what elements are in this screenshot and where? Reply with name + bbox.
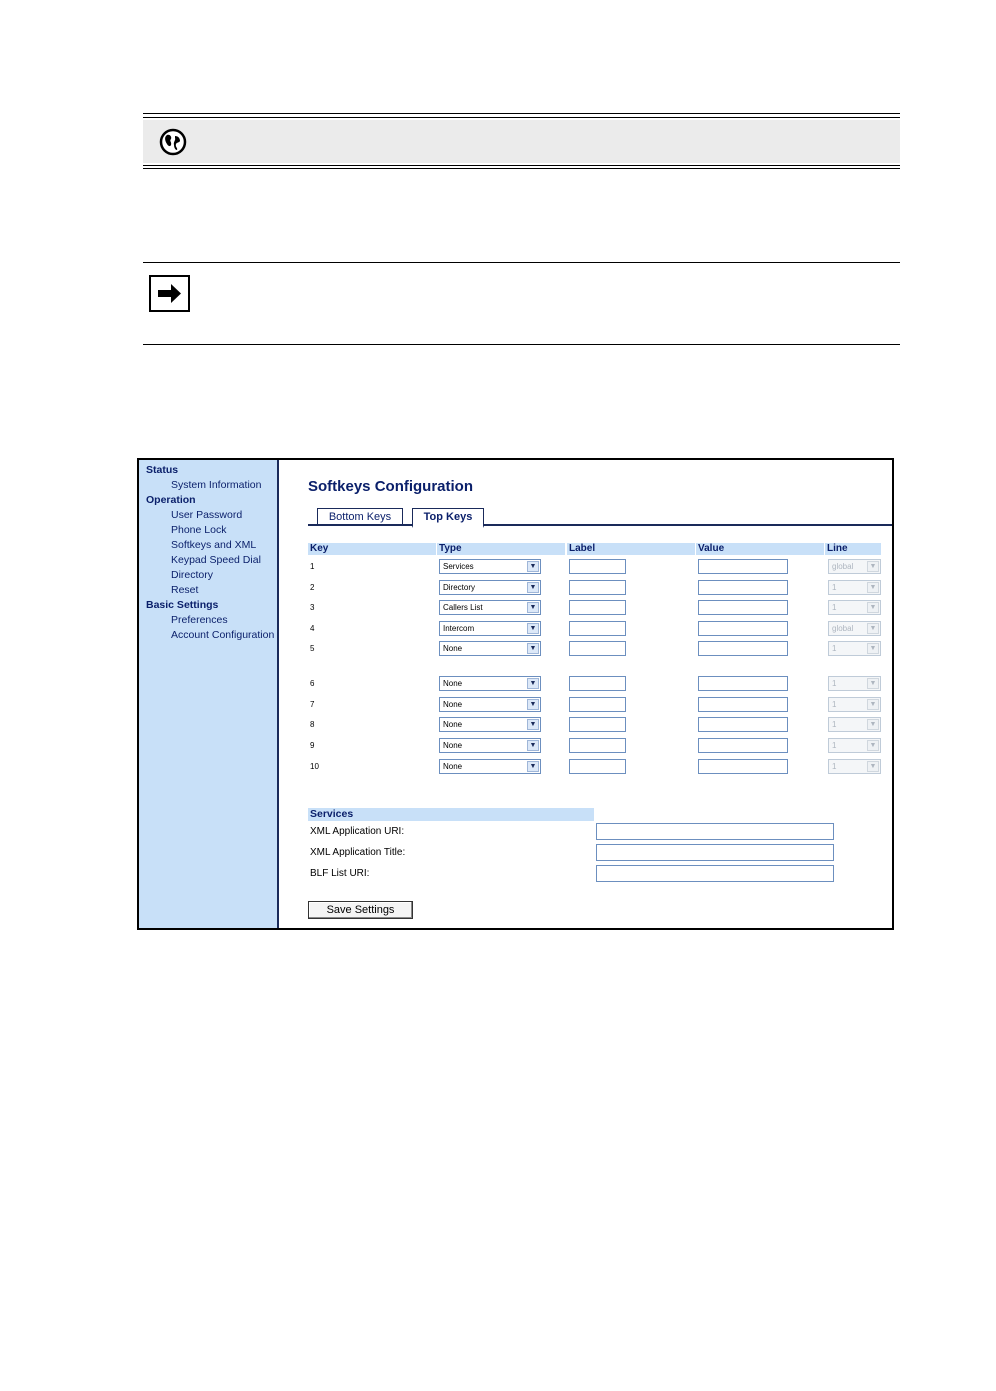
tab-bottom-keys[interactable]: Bottom Keys <box>317 508 403 525</box>
arrow-right-icon <box>149 275 190 312</box>
sidebar-item-keypad-speed-dial[interactable]: Keypad Speed Dial <box>171 554 261 566</box>
type-value: None <box>443 720 463 729</box>
chevron-down-icon: ▼ <box>527 678 539 689</box>
line-select[interactable] <box>828 580 881 595</box>
type-value: None <box>443 700 463 709</box>
type-value: None <box>443 741 463 750</box>
services-heading: Services <box>308 808 594 821</box>
value-input[interactable] <box>698 717 788 732</box>
key-number: 3 <box>310 603 315 612</box>
label-input[interactable] <box>569 697 626 712</box>
column-header-key: Key <box>308 543 436 555</box>
key-number: 1 <box>310 562 315 571</box>
chevron-down-icon: ▼ <box>867 623 879 634</box>
line-select[interactable] <box>828 600 881 615</box>
label-input[interactable] <box>569 676 626 691</box>
divider <box>143 113 900 114</box>
column-header-value: Value <box>696 543 824 555</box>
value-input[interactable] <box>698 621 788 636</box>
type-select[interactable] <box>439 559 541 574</box>
type-value: Services <box>443 562 474 571</box>
globe-icon <box>159 128 187 156</box>
label-input[interactable] <box>569 600 626 615</box>
type-value: None <box>443 679 463 688</box>
type-select[interactable] <box>439 600 541 615</box>
type-select[interactable] <box>439 759 541 774</box>
main-content <box>279 460 892 928</box>
divider <box>143 168 900 169</box>
chevron-down-icon: ▼ <box>527 623 539 634</box>
xml-app-uri-label: XML Application URI: <box>310 826 405 837</box>
label-input[interactable] <box>569 621 626 636</box>
line-select[interactable] <box>828 759 881 774</box>
value-input[interactable] <box>698 676 788 691</box>
type-value: Directory <box>443 583 476 592</box>
type-value: None <box>443 644 463 653</box>
blf-list-uri-label: BLF List URI: <box>310 868 370 879</box>
line-value: 1 <box>832 583 837 592</box>
label-input[interactable] <box>569 717 626 732</box>
sidebar-item-directory[interactable]: Directory <box>171 569 214 581</box>
line-select[interactable] <box>828 697 881 712</box>
type-select[interactable] <box>439 641 541 656</box>
type-value: None <box>443 762 463 771</box>
xml-app-title-label: XML Application Title: <box>310 847 406 858</box>
value-input[interactable] <box>698 580 788 595</box>
chevron-down-icon: ▼ <box>527 740 539 751</box>
chevron-down-icon: ▼ <box>867 678 879 689</box>
banner-band <box>143 120 900 163</box>
line-select[interactable] <box>828 641 881 656</box>
line-value: global <box>832 562 854 571</box>
line-value: 1 <box>832 603 837 612</box>
type-select[interactable] <box>439 580 541 595</box>
chevron-down-icon: ▼ <box>867 719 879 730</box>
sidebar-item-system-information[interactable]: System Information <box>171 479 262 491</box>
key-number: 2 <box>310 583 315 592</box>
xml-app-uri-input[interactable] <box>596 823 834 840</box>
column-header-line: Line <box>825 543 881 555</box>
label-input[interactable] <box>569 759 626 774</box>
key-number: 10 <box>310 762 319 771</box>
chevron-down-icon: ▼ <box>527 719 539 730</box>
sidebar-item-softkeys-and-xml[interactable]: Softkeys and XML <box>171 539 257 551</box>
sidebar-heading-basic-settings: Basic Settings <box>146 599 219 611</box>
label-input[interactable] <box>569 738 626 753</box>
value-input[interactable] <box>698 759 788 774</box>
sidebar-nav <box>139 460 279 928</box>
chevron-down-icon: ▼ <box>527 643 539 654</box>
xml-app-title-input[interactable] <box>596 844 834 861</box>
line-select[interactable] <box>828 738 881 753</box>
line-value: 1 <box>832 741 837 750</box>
label-input[interactable] <box>569 559 626 574</box>
type-select[interactable] <box>439 676 541 691</box>
line-value: 1 <box>832 679 837 688</box>
sidebar-item-user-password[interactable]: User Password <box>171 509 243 521</box>
column-header-label: Label <box>567 543 695 555</box>
chevron-down-icon: ▼ <box>527 761 539 772</box>
chevron-down-icon: ▼ <box>867 761 879 772</box>
sidebar-heading-operation: Operation <box>146 494 196 506</box>
key-number: 6 <box>310 679 315 688</box>
web-ui-banner <box>143 113 900 169</box>
value-input[interactable] <box>698 697 788 712</box>
line-value: 1 <box>832 762 837 771</box>
value-input[interactable] <box>698 641 788 656</box>
sidebar-heading-status: Status <box>146 464 179 476</box>
key-number: 8 <box>310 720 315 729</box>
sidebar-item-account-configuration[interactable]: Account Configuration <box>171 629 275 641</box>
column-header-type: Type <box>437 543 565 555</box>
value-input[interactable] <box>698 738 788 753</box>
line-value: 1 <box>832 700 837 709</box>
tab-divider <box>308 524 892 526</box>
key-number: 5 <box>310 644 315 653</box>
chevron-down-icon: ▼ <box>527 561 539 572</box>
key-number: 9 <box>310 741 315 750</box>
divider <box>143 344 900 345</box>
line-value: 1 <box>832 720 837 729</box>
type-value: Intercom <box>443 624 475 633</box>
type-value: Callers List <box>443 603 483 612</box>
type-select[interactable] <box>439 717 541 732</box>
key-number: 4 <box>310 624 315 633</box>
note-callout <box>143 262 900 345</box>
page-title: Softkeys Configuration <box>308 478 474 495</box>
divider <box>143 117 900 118</box>
value-input[interactable] <box>698 600 788 615</box>
value-input[interactable] <box>698 559 788 574</box>
line-value: 1 <box>832 644 837 653</box>
chevron-down-icon: ▼ <box>867 740 879 751</box>
line-select[interactable] <box>828 717 881 732</box>
type-select[interactable] <box>439 621 541 636</box>
chevron-down-icon: ▼ <box>867 643 879 654</box>
type-select[interactable] <box>439 697 541 712</box>
blf-list-uri-input[interactable] <box>596 865 834 882</box>
web-ui-screenshot <box>137 458 894 930</box>
chevron-down-icon: ▼ <box>867 699 879 710</box>
chevron-down-icon: ▼ <box>867 582 879 593</box>
divider <box>143 262 900 263</box>
sidebar-item-reset[interactable]: Reset <box>171 584 199 596</box>
key-number: 7 <box>310 700 315 709</box>
type-select[interactable] <box>439 738 541 753</box>
sidebar-item-preferences[interactable]: Preferences <box>171 614 228 626</box>
line-value: global <box>832 624 854 633</box>
line-select[interactable] <box>828 559 881 574</box>
chevron-down-icon: ▼ <box>867 561 879 572</box>
tab-top-keys[interactable]: Top Keys <box>412 508 484 528</box>
line-select[interactable] <box>828 676 881 691</box>
divider <box>143 165 900 166</box>
chevron-down-icon: ▼ <box>527 602 539 613</box>
chevron-down-icon: ▼ <box>527 582 539 593</box>
label-input[interactable] <box>569 641 626 656</box>
line-select[interactable] <box>828 621 881 636</box>
chevron-down-icon: ▼ <box>867 602 879 613</box>
label-input[interactable] <box>569 580 626 595</box>
chevron-down-icon: ▼ <box>527 699 539 710</box>
sidebar-item-phone-lock[interactable]: Phone Lock <box>171 524 227 536</box>
save-settings-button[interactable]: Save Settings <box>308 901 413 919</box>
